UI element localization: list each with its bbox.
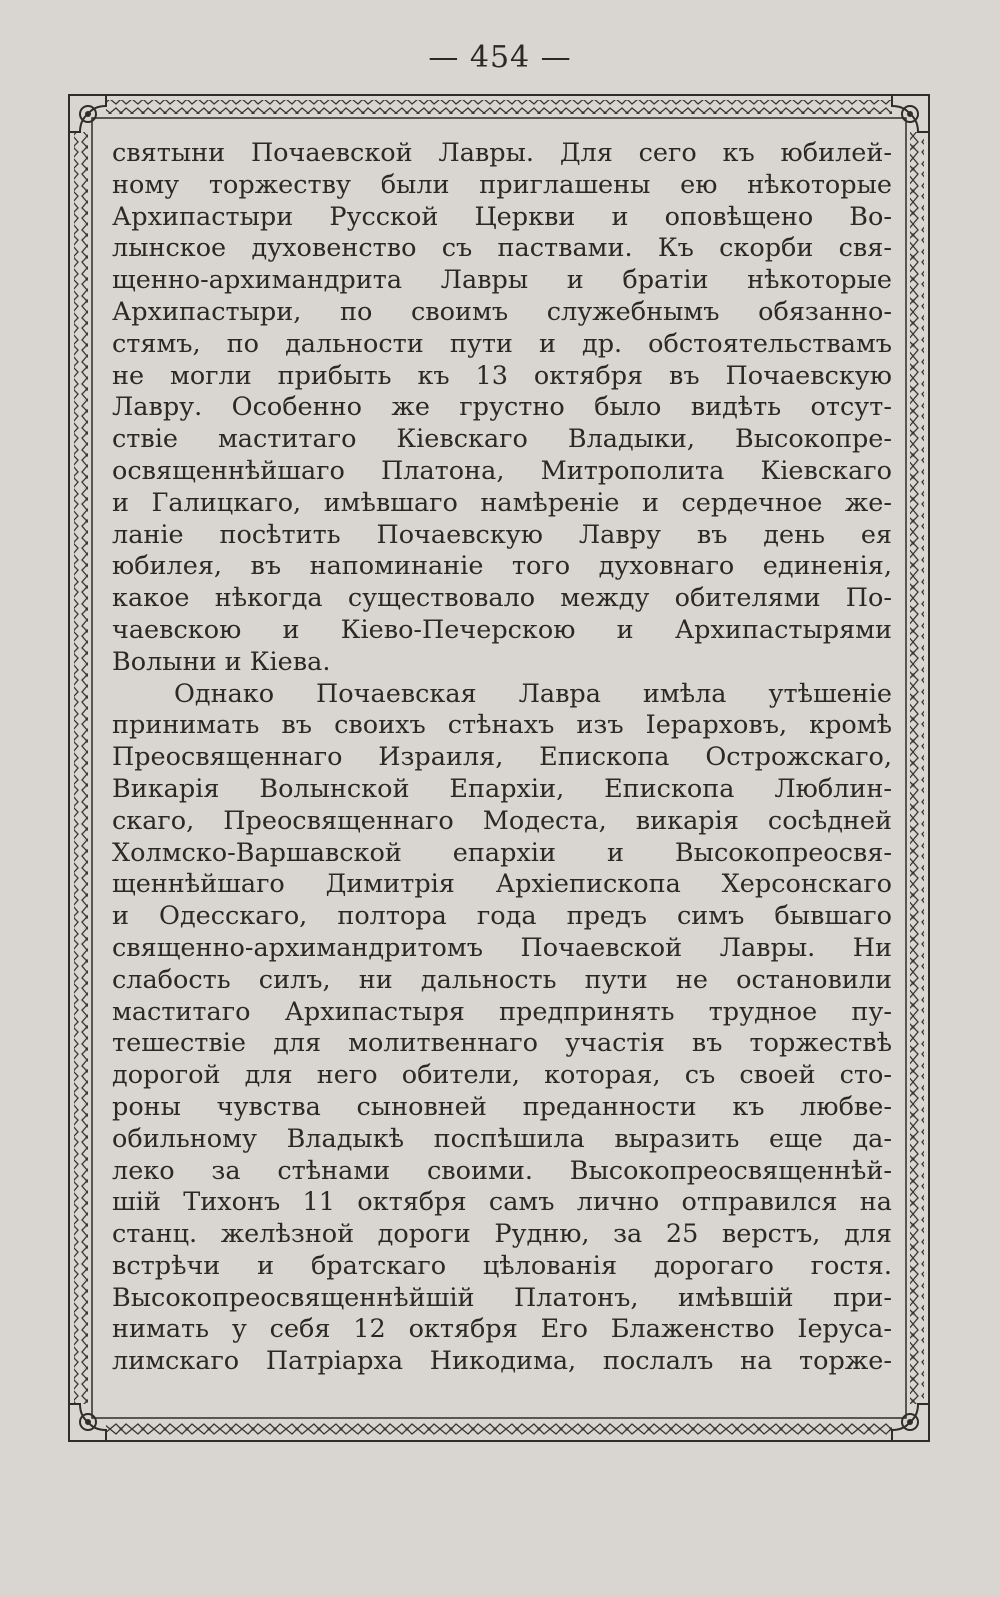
text-line: леко за стѣнами своими. Высокопреосвященнѣй- [112,1155,892,1186]
text-line: Преосвященнаго Израиля, Епископа Острожскаго, [112,742,892,773]
text-line: встрѣчи и братскаго цѣлованія дорогаго гостя. [112,1250,892,1281]
text-line: нимать у себя 12 октября Его Блаженство Іеруса- [112,1314,892,1345]
paragraph [112,138,892,679]
text-line: и Одесскаго, полтора года предъ симъ бывшаго [112,901,892,932]
text-line: ствіе маститаго Кіевскаго Владыки, Высокопре- [112,424,892,455]
text-line: маститаго Архипастыря предпринять трудное пу- [112,996,892,1027]
text-line: освященнѣйшаго Платона, Митрополита Кіевскаго [112,455,892,486]
text-line: чаевскою и Кіево-Печерскою и Архипастырями [112,614,892,645]
text-line: Викарія Волынской Епархіи, Епископа Люблин- [112,773,892,804]
text-line: станц. желѣзной дороги Рудню, за 25 верстъ, для [112,1219,892,1250]
text-line: обильному Владыкѣ поспѣшила выразить еще да- [112,1123,892,1154]
text-line: ному торжеству были приглашены ею нѣкоторые [112,169,892,200]
text-line: дорогой для него обители, которая, съ своей сто- [112,1060,892,1091]
text-line: Высокопреосвященнѣйшій Платонъ, имѣвшій при- [112,1282,892,1313]
text-line: щеннѣйшаго Димитрія Архіепископа Херсонскаго [112,869,892,900]
text-line: тешествіе для молитвеннаго участія въ торжествѣ [112,1028,892,1059]
text-line: шій Тихонъ 11 октября самъ лично отправился на [112,1187,892,1218]
text-line: лимскаго Патріарха Никодима, послалъ на торже- [112,1346,892,1377]
page-number: — 454 — [428,40,572,75]
text-line: святыни Почаевской Лавры. Для сего къ юбилей- [112,138,892,168]
text-line: не могли прибыть къ 13 октября въ Почаевскую [112,360,892,391]
text-line: Холмско-Варшавской епархіи и Высокопреосвя- [112,837,892,868]
text-line: Архипастыри Русской Церкви и оповѣщено Во- [112,201,892,232]
text-line: скаго, Преосвященнаго Модеста, викарія сосѣдней [112,805,892,836]
text-line: Лавру. Особенно же грустно было видѣть отсут- [112,392,892,423]
text-line: юбилея, въ напоминаніе того духовнаго единенія, [112,551,892,582]
body-text [112,138,892,1378]
text-line: слабость силъ, ни дальность пути не остановили [112,964,892,995]
text-line: какое нѣкогда существовало между обителями По- [112,583,892,614]
text-line: щенно-архимандрита Лавры и братіи нѣкоторые [112,265,892,296]
text-line: и Галицкаго, имѣвшаго намѣреніе и сердечное же- [112,487,892,518]
text-line: лынское духовенство съ паствами. Къ скорби свя- [112,233,892,264]
text-line: Однако Почаевская Лавра имѣла утѣшеніе [174,678,892,709]
text-line: принимать въ своихъ стѣнахъ изъ Іерарховъ, кромѣ [112,710,892,741]
text-line: Волыни и Кіева. [112,646,331,677]
text-line: ланіе посѣтить Почаевскую Лавру въ день ея [112,519,892,550]
text-line: роны чувства сыновней преданности къ любве- [112,1091,892,1122]
paragraph [112,679,892,1379]
text-line: стямъ, по дальности пути и др. обстоятельствамъ [112,328,892,359]
text-line: священно-архимандритомъ Почаевской Лавры. Ни [112,932,892,963]
text-line: Архипастыри, по своимъ служебнымъ обязанно- [112,296,892,327]
